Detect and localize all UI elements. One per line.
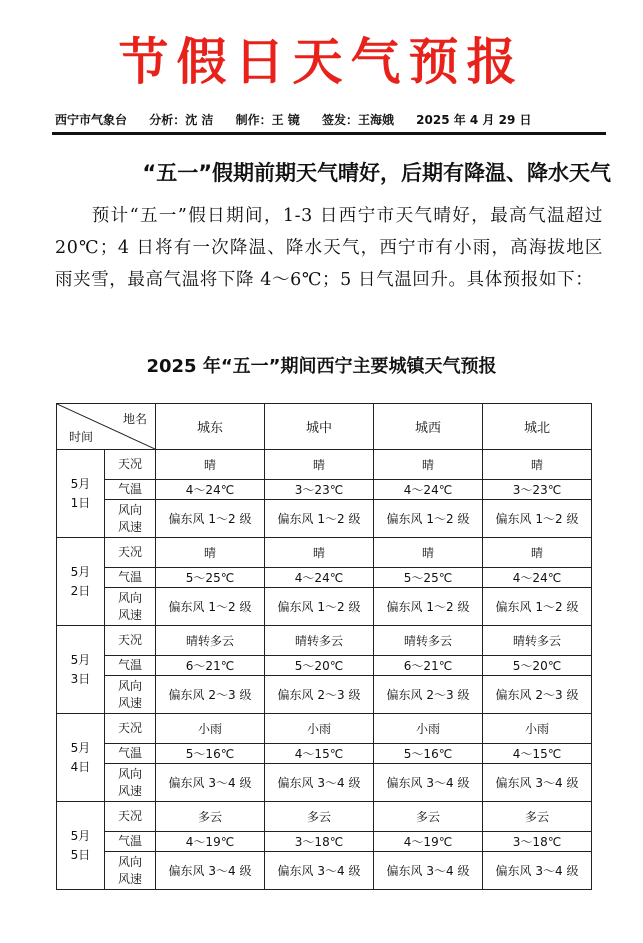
- forecast-cell: 晴: [265, 450, 374, 480]
- forecast-cell: 6～21℃: [156, 656, 265, 676]
- forecast-cell: 晴: [374, 450, 483, 480]
- date-cell: 5月 3日: [57, 626, 105, 714]
- field-label: 气温: [105, 568, 156, 588]
- table-row: [57, 626, 592, 656]
- forecast-cell: 晴转多云: [156, 626, 265, 656]
- issue-date: 2025 年 4 月 29 日: [416, 113, 532, 127]
- forecast-cell: 4～24℃: [156, 480, 265, 500]
- table-row: [57, 764, 592, 802]
- forecast-cell: 偏东风 3～4 级: [265, 852, 374, 890]
- table-row: [57, 568, 592, 588]
- forecast-cell: 6～21℃: [374, 656, 483, 676]
- table-row: [57, 832, 592, 852]
- forecast-cell: 4～15℃: [265, 744, 374, 764]
- forecast-cell: 偏东风 1～2 级: [156, 500, 265, 538]
- forecast-cell: 5～16℃: [156, 744, 265, 764]
- field-label: 气温: [105, 480, 156, 500]
- table-row: [57, 588, 592, 626]
- field-label: 风向 风速: [105, 676, 156, 714]
- masthead-title: 节假日天气预报: [118, 33, 525, 91]
- forecast-cell: 小雨: [156, 714, 265, 744]
- forecast-cell: 5～16℃: [374, 744, 483, 764]
- forecast-cell: 小雨: [374, 714, 483, 744]
- forecast-cell: 偏东风 2～3 级: [483, 676, 592, 714]
- table-row: [57, 500, 592, 538]
- forecast-cell: 偏东风 3～4 级: [374, 764, 483, 802]
- forecast-cell: 3～18℃: [265, 832, 374, 852]
- forecast-cell: 3～23℃: [265, 480, 374, 500]
- forecast-cell: 偏东风 3～4 级: [156, 764, 265, 802]
- date-cell: 5月 5日: [57, 802, 105, 890]
- forecast-cell: 晴: [374, 538, 483, 568]
- producer: 制作：王 镜: [235, 113, 300, 127]
- town-header: 城北: [483, 404, 592, 450]
- forecast-cell: 偏东风 3～4 级: [156, 852, 265, 890]
- field-label: 天况: [105, 450, 156, 480]
- corner-cell: [57, 404, 156, 450]
- analyst: 分析：沈 洁: [149, 113, 214, 127]
- forecast-cell: 4～19℃: [374, 832, 483, 852]
- issue-info: [55, 111, 595, 128]
- table-row: [57, 480, 592, 500]
- forecast-cell: 多云: [374, 802, 483, 832]
- forecast-cell: 偏东风 1～2 级: [265, 588, 374, 626]
- forecast-cell: 晴转多云: [374, 626, 483, 656]
- town-header: 城东: [156, 404, 265, 450]
- forecast-cell: 偏东风 2～3 级: [265, 676, 374, 714]
- forecast-cell: 偏东风 1～2 级: [156, 588, 265, 626]
- forecast-cell: 4～24℃: [374, 480, 483, 500]
- forecast-cell: 5～25℃: [374, 568, 483, 588]
- table-row: [57, 656, 592, 676]
- town-header: 城中: [265, 404, 374, 450]
- field-label: 气温: [105, 832, 156, 852]
- field-label: 风向 风速: [105, 852, 156, 890]
- table-title: 2025 年“五一”期间西宁主要城镇天气预报: [146, 356, 497, 377]
- forecast-cell: 晴: [156, 538, 265, 568]
- forecast-cell: 偏东风 1～2 级: [374, 500, 483, 538]
- forecast-cell: 4～15℃: [483, 744, 592, 764]
- field-label: 风向 风速: [105, 500, 156, 538]
- date-cell: 5月 2日: [57, 538, 105, 626]
- field-label: 气温: [105, 656, 156, 676]
- corner-time-label: 时间: [69, 430, 94, 444]
- headline: “五一”假期前期天气晴好，后期有降温、降水天气: [142, 161, 611, 185]
- forecast-cell: 偏东风 2～3 级: [374, 676, 483, 714]
- field-label: 天况: [105, 626, 156, 656]
- field-label: 气温: [105, 744, 156, 764]
- forecast-cell: 偏东风 1～2 级: [265, 500, 374, 538]
- forecast-cell: 晴: [156, 450, 265, 480]
- table-row: [57, 802, 592, 832]
- forecast-cell: 晴转多云: [265, 626, 374, 656]
- forecast-cell: 小雨: [483, 714, 592, 744]
- issuing-org: 西宁市气象台: [55, 113, 128, 127]
- field-label: 天况: [105, 538, 156, 568]
- field-label: 天况: [105, 802, 156, 832]
- forecast-cell: 晴: [265, 538, 374, 568]
- forecast-cell: 小雨: [265, 714, 374, 744]
- table-row: [57, 450, 592, 480]
- forecast-cell: 偏东风 3～4 级: [265, 764, 374, 802]
- table-row: [57, 744, 592, 764]
- forecast-cell: 多云: [265, 802, 374, 832]
- forecast-cell: 偏东风 1～2 级: [483, 500, 592, 538]
- issuer: 签发：王海娥: [321, 113, 394, 127]
- forecast-paragraph: 预计“五一”假日期间，1-3 日西宁市天气晴好，最高气温超过 20℃；4 日将有一次降温、降水天气，西宁市有小雨，高海拔地区雨夹雪，最高气温将下降 4～6℃；5 日气温回升。具体预报如下：: [55, 206, 603, 290]
- table-row: [57, 714, 592, 744]
- forecast-cell: 5～25℃: [156, 568, 265, 588]
- table-row: [57, 538, 592, 568]
- forecast-cell: 偏东风 1～2 级: [483, 588, 592, 626]
- table-header-row: [57, 404, 592, 450]
- forecast-cell: 晴: [483, 538, 592, 568]
- town-header: 城西: [374, 404, 483, 450]
- forecast-cell: 3～18℃: [483, 832, 592, 852]
- forecast-table: [56, 403, 592, 890]
- field-label: 风向 风速: [105, 588, 156, 626]
- forecast-cell: 5～20℃: [265, 656, 374, 676]
- corner-place-label: 地名: [122, 412, 147, 426]
- field-label: 天况: [105, 714, 156, 744]
- field-label: 风向 风速: [105, 764, 156, 802]
- forecast-cell: 偏东风 3～4 级: [483, 852, 592, 890]
- table-row: [57, 852, 592, 890]
- forecast-cell: 5～20℃: [483, 656, 592, 676]
- forecast-cell: 偏东风 3～4 级: [483, 764, 592, 802]
- header-rule: [52, 132, 606, 135]
- forecast-cell: 4～19℃: [156, 832, 265, 852]
- forecast-cell: 晴: [483, 450, 592, 480]
- forecast-cell: 3～23℃: [483, 480, 592, 500]
- forecast-cell: 偏东风 1～2 级: [374, 588, 483, 626]
- forecast-cell: 4～24℃: [483, 568, 592, 588]
- date-cell: 5月 1日: [57, 450, 105, 538]
- forecast-cell: 多云: [483, 802, 592, 832]
- date-cell: 5月 4日: [57, 714, 105, 802]
- forecast-cell: 多云: [156, 802, 265, 832]
- forecast-cell: 4～24℃: [265, 568, 374, 588]
- forecast-cell: 晴转多云: [483, 626, 592, 656]
- forecast-cell: 偏东风 2～3 级: [156, 676, 265, 714]
- forecast-cell: 偏东风 3～4 级: [374, 852, 483, 890]
- table-row: [57, 676, 592, 714]
